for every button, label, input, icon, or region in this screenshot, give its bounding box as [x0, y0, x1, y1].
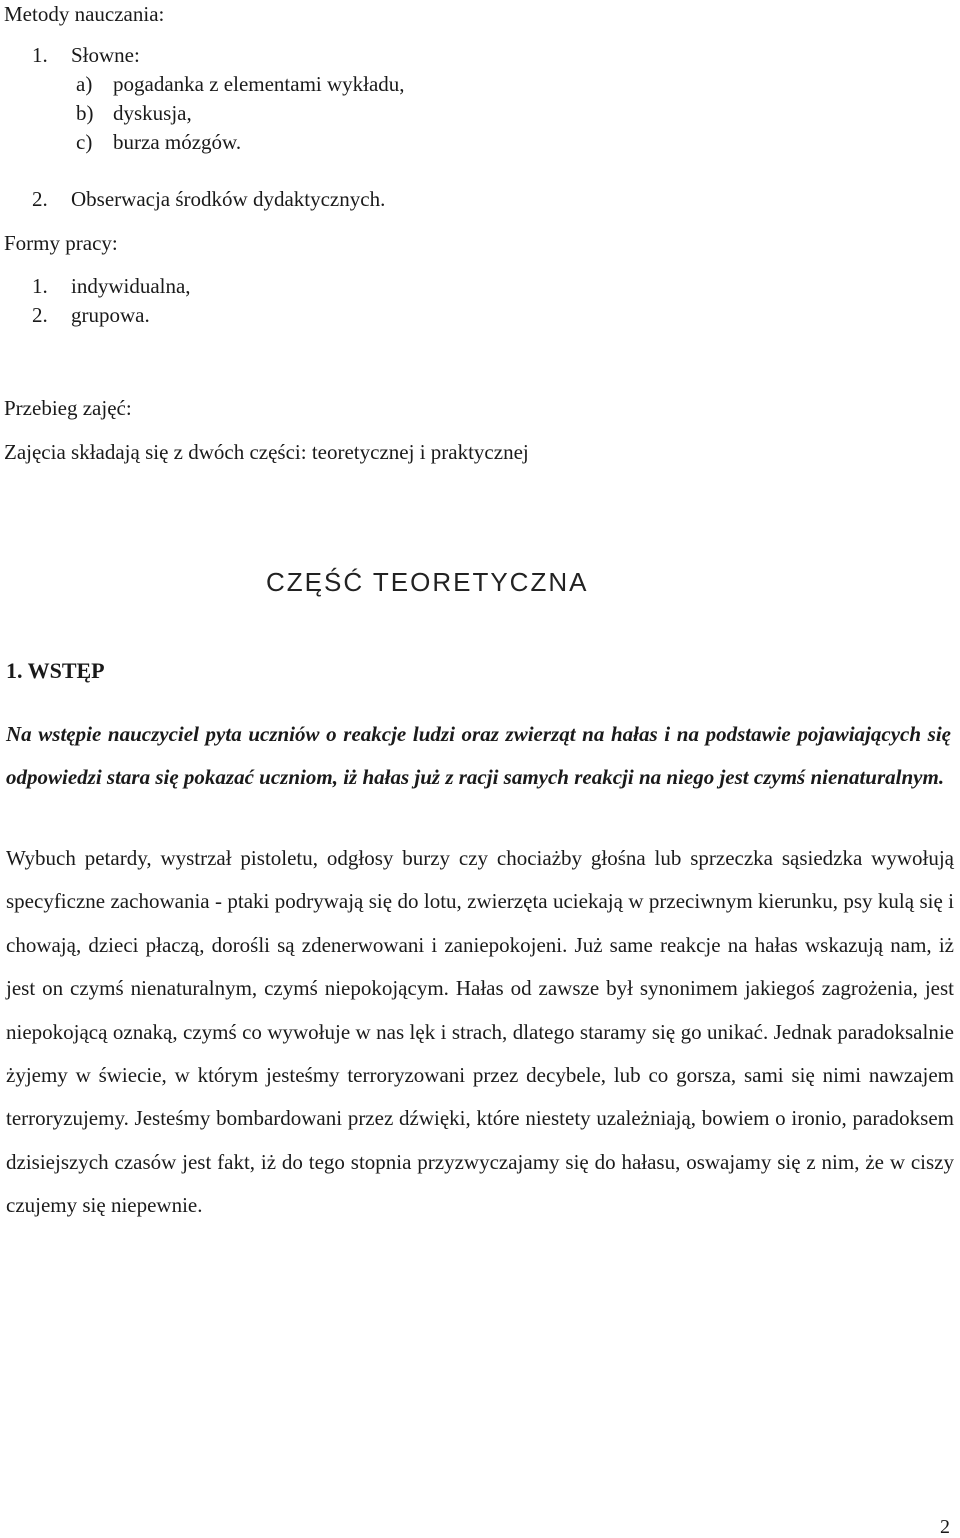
- methods-sub-a-marker: a): [76, 72, 93, 96]
- methods-item2-number: 2.: [32, 187, 48, 211]
- forms-item1-number: 1.: [32, 274, 48, 298]
- intro-paragraph: Na wstępie nauczyciel pyta uczniów o reakcje ludzi oraz zwierząt na hałas i na podstawie pojawiających się odpowiedzi stara się pokazać uczniom, iż hałas już z racji samych reakcji na niego jest czymś nienaturalnym.: [6, 722, 951, 789]
- methods-sub-c-text: burza mózgów.: [113, 130, 242, 154]
- forms-heading: Formy pracy:: [4, 231, 118, 255]
- body-paragraph: Wybuch petardy, wystrzał pistoletu, odgłosy burzy czy chociażby głośna lub sprzeczka sąsiedzka wywołują specyficzne zachowania - ptaki podrywają się do lotu, zwierzęta uciekają w przeciwnym kierunku, psy kulą się i chowają, dzieci płaczą, dorośli są zdenerwowani i zaniepokojeni. Już same reakcje na hałas wskazują nam, iż jest on czymś nienaturalnym, czymś niepokojącym. Hałas od zawsze był synonimem jakiegoś zagrożenia, jest niepokojącą oznaką, czymś co wywołuje w nas lęk i strach, dlatego staramy się go unikać. Jednak paradoksalnie żyjemy w świecie, w którym jesteśmy terroryzowani przez decybele, lub co gorsza, sami się nimi nawzajem terroryzujemy. Jesteśmy bombardowani przez dźwięki, które niestety uzależniają, bowiem o ironio, paradoksem dzisiejszych czasów jest fakt, iż do tego stopnia przyzwyczajamy się do hałasu, oswajamy się z nim, że w ciszy czujemy się niepewnie.: [6, 846, 954, 1218]
- methods-sub-b-marker: b): [76, 101, 94, 125]
- course-heading: Przebieg zajęć:: [4, 396, 132, 420]
- subsection-heading: 1. WSTĘP: [6, 658, 105, 683]
- forms-item1-label: indywidualna,: [71, 274, 191, 298]
- forms-item2-number: 2.: [32, 303, 48, 327]
- course-description: Zajęcia składają się z dwóch części: teoretycznej i praktycznej: [4, 440, 529, 464]
- forms-item2-label: grupowa.: [71, 303, 150, 327]
- methods-item1-label: Słowne:: [71, 43, 140, 67]
- methods-sub-b-text: dyskusja,: [113, 101, 192, 125]
- methods-item1-number: 1.: [32, 43, 48, 67]
- methods-sub-a-text: pogadanka z elementami wykładu,: [113, 72, 405, 96]
- section-title: CZĘŚĆ TEORETYCZNA: [266, 567, 589, 597]
- methods-item2-label: Obserwacja środków dydaktycznych.: [71, 187, 386, 211]
- methods-sub-c-marker: c): [76, 130, 93, 154]
- methods-heading: Metody nauczania:: [4, 2, 165, 26]
- page-number: 2: [940, 1516, 950, 1538]
